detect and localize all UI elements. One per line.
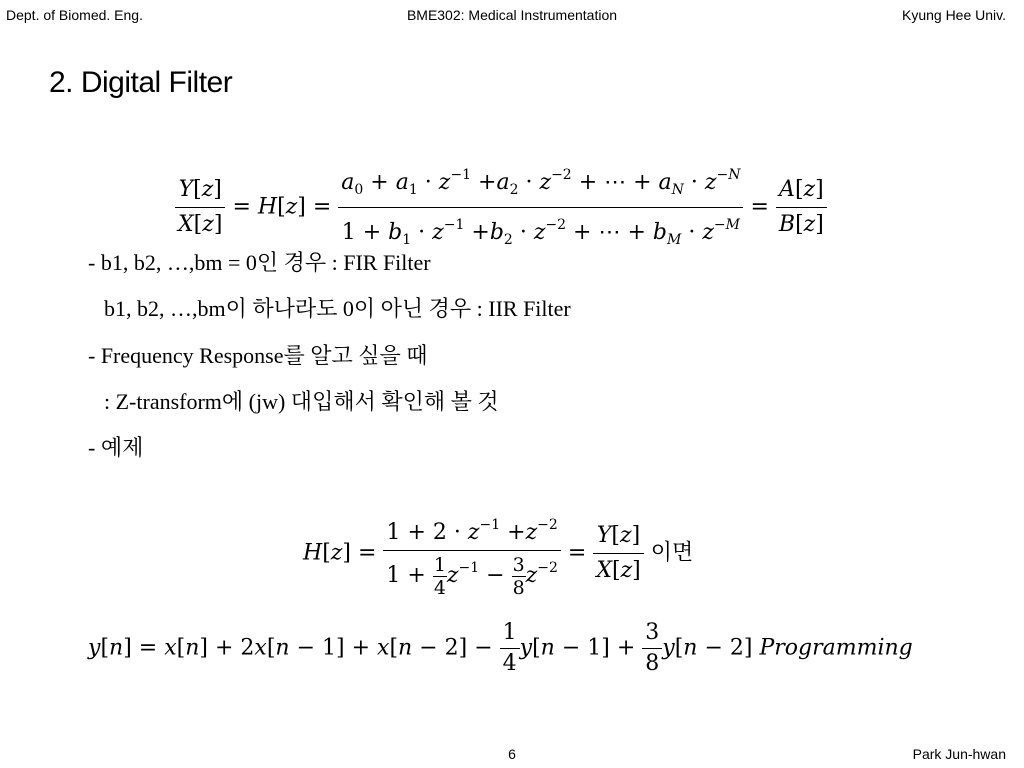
bullet-iir: b1, b2, …,bm이 하나라도 0이 아닌 경우 : IIR Filter bbox=[104, 296, 571, 321]
footer-author: Park Jun-hwan bbox=[912, 746, 1006, 762]
bullet-frequency-response: - Frequency Response를 알고 싶을 때 bbox=[88, 343, 428, 368]
coefficient-fraction: $\frac{a_0 + a_1 \cdot z^{-1} +a_2 \cdot z^{-2} + \cdots + a_N \cdot z^{-N}}{1 + b_1 \cdot z^{-1} +b_2 \cdot z^{-2} + \cdots + b_M \cdot z^{-M}}$ bbox=[338, 158, 743, 257]
quarter-fraction: $\frac{1}{4}$ bbox=[500, 618, 520, 679]
transfer-function-equation: $\frac{Y[z]}{X[z]}$ = H[z] = $\frac{a_0 + a_1 \cdot z^{-1} +a_2 \cdot z^{-2} + \cdots + a_N \cdot z^{-N}}{1 + b_1 \cdot z^{-1} +b_2 \cdot z^{-2} + \cdots + b_M \cdot z^{-M}}$ = $\frac{A[z]}{B[z]}$ bbox=[175, 158, 827, 257]
example-transfer-function: H[z] = $1 + 2 \cdot z^{-1} +z^{-2}$ 1 + $\frac{1}{4}$ $z^{-1}$ − $\frac{3}{8}$ $z^{-2}$ = $\frac{Y[z]}{X[z]}$ 이면 bbox=[303, 508, 693, 599]
y-over-x-fraction: $\frac{Y[z]}{X[z]}$ bbox=[175, 173, 225, 242]
example-fraction: $1 + 2 \cdot z^{-1} +z^{-2}$ 1 + $\frac{1}{4}$ $z^{-1}$ − $\frac{3}{8}$ $z^{-2}$ bbox=[383, 508, 561, 599]
three-eighths-fraction: $\frac{3}{8}$ bbox=[642, 618, 662, 679]
header-department: Dept. of Biomed. Eng. bbox=[6, 7, 143, 23]
bullet-fir: - b1, b2, …,bm = 0인 경우 : FIR Filter bbox=[88, 250, 431, 275]
header-university: Kyung Hee Univ. bbox=[901, 7, 1006, 23]
a-over-b-fraction: $\frac{A[z]}{B[z]}$ bbox=[776, 173, 827, 242]
example-suffix: 이면 bbox=[650, 539, 694, 565]
slide-title: 2. Digital Filter bbox=[49, 66, 233, 99]
bullet-example: - 예제 bbox=[88, 435, 144, 460]
programming-label: Programming bbox=[759, 635, 913, 661]
page-number: 6 bbox=[508, 746, 516, 762]
bullet-z-transform: : Z-transform에 (jw) 대입해서 확인해 볼 것 bbox=[104, 389, 499, 414]
header-course: BME302: Medical Instrumentation bbox=[406, 7, 618, 23]
difference-equation: y[n] = x[n] + 2x[n − 1] + x[n − 2] − $\frac{1}{4}$ y[n − 1] + $\frac{3}{8}$ y[n − 2] Programming bbox=[88, 618, 913, 679]
example-y-over-x-fraction: $\frac{Y[z]}{X[z]}$ bbox=[593, 519, 643, 588]
